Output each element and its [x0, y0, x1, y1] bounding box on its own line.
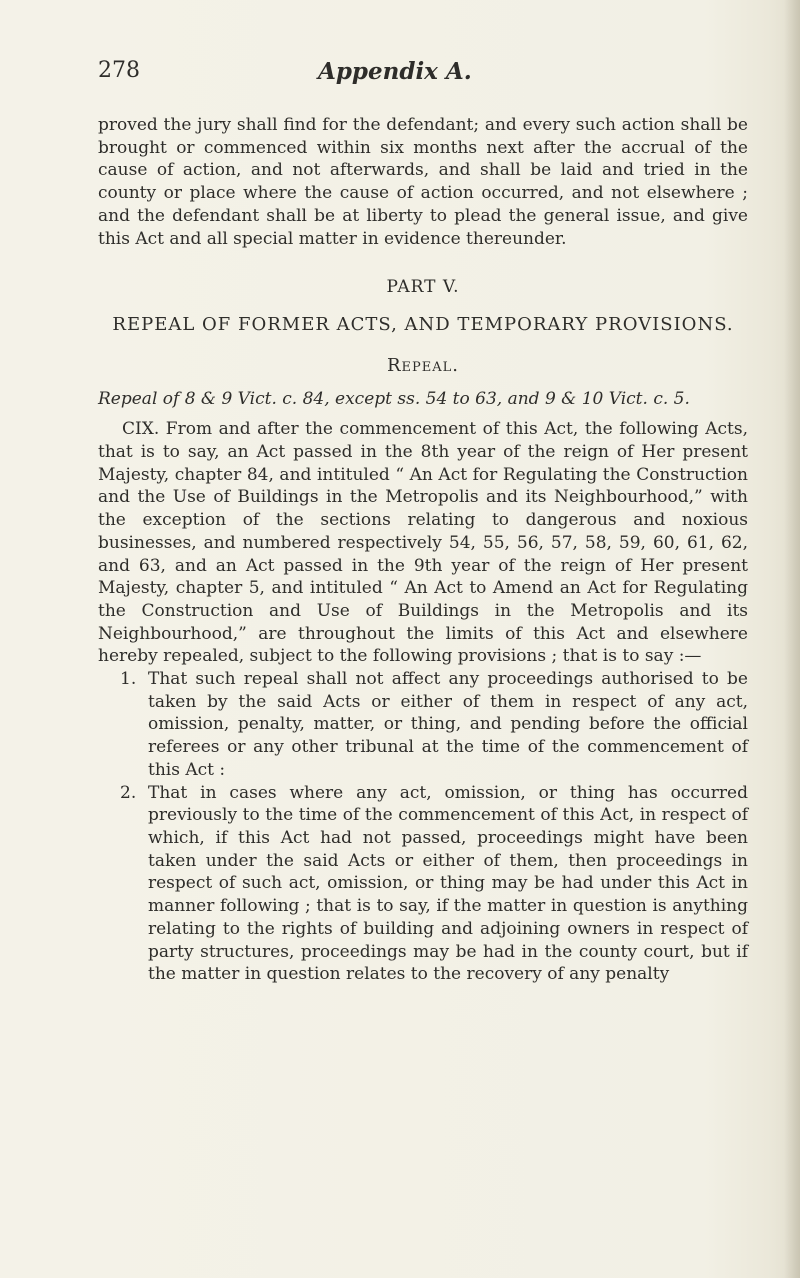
proviso-text: That such repeal shall not affect any proceedings authorised to be taken by the said Acts or either of them in respect of any act, omission, penalty, matter, or thing, and pending before the official referees or any other tribunal at the time of the commencement of this Act : [148, 669, 748, 780]
page-number: 278 [98, 58, 140, 83]
proviso-text: That in cases where any act, omission, or thing has occurred previously to the time of the commencement of this Act, in respect of which, if this Act had not passed, proceedings might have been taken under the said Acts or either of them, then proceedings in respect of such act, omission, or thing may be had under this Act in manner following ; that is to say, if the matter in question is anything relating to the rights of building and adjoining owners in respect of party structures, proceedings may be had in the county court, but if the matter in question relates to the recovery of any penalty [148, 782, 748, 985]
section-paragraph: CIX. From and after the commencement of this Act, the following Acts, that is to say, an Act passed in the 8th year of the reign of Her present Majesty, chapter 84, and intituled “ An Act for Regulating the Construction and the Use of Buildings in the Metropolis and its Neighbourhood,” with the exception of the sections relating to dangerous and noxious businesses, and numbered respectively 54, 55, 56, 57, 58, 59, 60, 61, 62, and 63, and an Act passed in the 9th year of the reign of Her present Majesty, chapter 5, and intituled “ An Act to Amend an Act for Regulating the Construction and Use of Buildings in the Metropolis and its Neighbourhood,” are throughout the limits of this Act and elsewhere hereby repealed, subject to the following provisions ; that is to say :— [98, 419, 748, 667]
page-edge-shadow [784, 0, 800, 1278]
continuation-paragraph: proved the jury shall find for the defendant; and every such action shall be brought or commenced within six months next after the accrual of the cause of action, and not afterwards, and shall be laid and tried in the county or place where the cause of action occurred, and not elsewhere ; and the defendant shall be at liberty to plead the general issue, and give this Act and all special matter in evidence thereunder. [98, 115, 748, 249]
page-header [98, 58, 758, 92]
marginal-note: Repeal of 8 & 9 Vict. c. 84, except ss. 54 to 63, and 9 & 10 Vict. c. 5. [98, 388, 690, 409]
list-item [98, 782, 748, 986]
part-heading: PART V. [386, 277, 460, 298]
proviso-number: 1. [120, 669, 137, 690]
provisos-list [98, 668, 748, 986]
section-heading: Repeal. [386, 354, 460, 376]
part-title: REPEAL OF FORMER ACTS, AND TEMPORARY PROVISIONS. [112, 313, 734, 335]
list-item [98, 668, 748, 782]
page-body [98, 114, 748, 986]
proviso-number: 2. [120, 782, 137, 803]
running-title: Appendix A. [318, 58, 472, 85]
